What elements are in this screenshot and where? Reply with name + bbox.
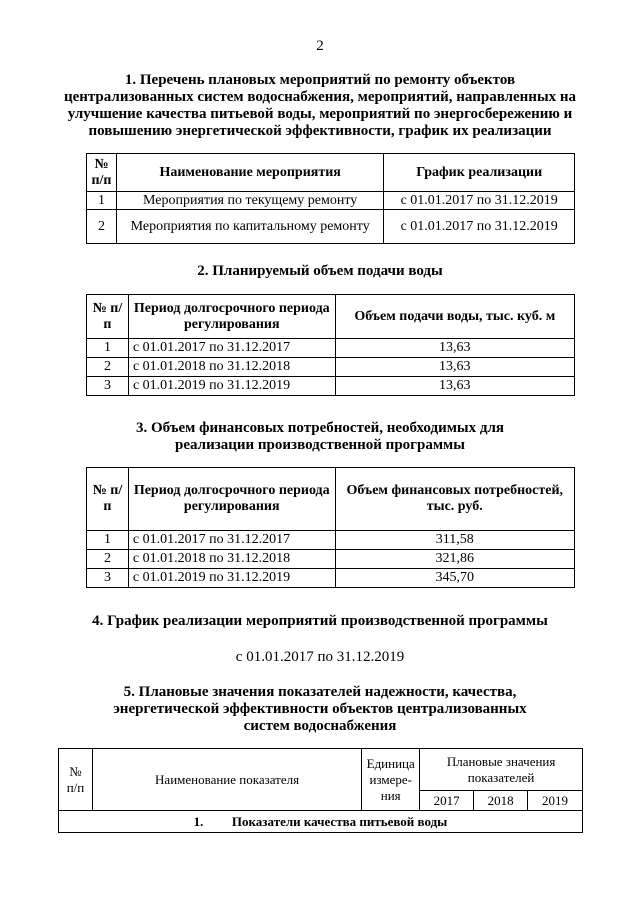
section1-title-line: улучшение качества питьевой воды, мероприятий по энергосбережению и [67, 106, 573, 122]
section5-table [58, 748, 583, 833]
table-row [87, 550, 575, 569]
header-finance: Объем финансовых потребностей, тыс. руб. [335, 468, 574, 531]
section1-title [40, 72, 600, 140]
header-num: № п/п [87, 468, 129, 531]
header-indicator-name: Наименование показателя [92, 749, 361, 811]
group-row-num: 1. [193, 813, 204, 829]
cell-period: с 01.01.2018 по 31.12.2018 [128, 550, 335, 569]
header-num: № п/п [87, 154, 117, 192]
table-row [87, 192, 575, 210]
cell-num: 3 [87, 377, 129, 396]
table-row [87, 531, 575, 550]
section1-title-line: повышению энергетической эффективности, график их реализации [88, 123, 552, 139]
cell-num: 2 [87, 210, 117, 244]
table-header-row [87, 468, 575, 531]
section5-title [40, 684, 600, 735]
header-year: 2019 [528, 791, 583, 811]
section1-title-line: централизованных систем водоснабжения, мероприятий, направленных на [63, 89, 577, 105]
cell-num: 3 [87, 569, 129, 588]
section4-period: с 01.01.2017 по 31.12.2019 [235, 649, 405, 665]
cell-name: Мероприятия по текущему ремонту [116, 192, 383, 210]
table-group-row [59, 811, 583, 833]
section3-table [86, 467, 575, 588]
cell-num: 1 [87, 192, 117, 210]
section5-title-line: 5. Плановые значения показателей надежности, качества, [123, 684, 517, 700]
cell-period: с 01.01.2018 по 31.12.2018 [128, 358, 335, 377]
cell-schedule: с 01.01.2017 по 31.12.2019 [384, 192, 575, 210]
cell-period: с 01.01.2017 по 31.12.2017 [128, 339, 335, 358]
cell-num: 2 [87, 358, 129, 377]
cell-period: с 01.01.2017 по 31.12.2017 [128, 531, 335, 550]
table-row [87, 339, 575, 358]
table-row [87, 377, 575, 396]
section3-title-line: 3. Объем финансовых потребностей, необходимых для [135, 420, 505, 436]
table-row [87, 569, 575, 588]
table-header-row [87, 295, 575, 339]
section4-title: 4. График реализации мероприятий производственной программы [92, 613, 548, 629]
cell-value: 13,63 [335, 358, 574, 377]
table-row [87, 210, 575, 244]
table-header-row [87, 154, 575, 192]
cell-value: 13,63 [335, 339, 574, 358]
cell-value: 311,58 [335, 531, 574, 550]
cell-name: Мероприятия по капитальному ремонту [116, 210, 383, 244]
cell-value: 321,86 [335, 550, 574, 569]
header-schedule: График реализации [384, 154, 575, 192]
table-header-row [59, 749, 583, 791]
header-num: № п/п [87, 295, 129, 339]
section3-title-line: реализации производственной программы [175, 437, 465, 453]
cell-schedule: с 01.01.2017 по 31.12.2019 [384, 210, 575, 244]
header-planned-values: Плановые значения показателей [420, 749, 583, 791]
header-volume: Объем подачи воды, тыс. куб. м [335, 295, 574, 339]
section1-table [86, 153, 575, 244]
cell-num: 2 [87, 550, 129, 569]
header-period: Период долгосрочного периода регулирования [128, 295, 335, 339]
header-year: 2017 [420, 791, 474, 811]
group-row-cell [59, 811, 583, 833]
header-period: Период долгосрочного периода регулирования [128, 468, 335, 531]
section5-title-line: систем водоснабжения [243, 718, 397, 734]
table-row [87, 358, 575, 377]
header-name: Наименование мероприятия [116, 154, 383, 192]
cell-num: 1 [87, 339, 129, 358]
header-year: 2018 [474, 791, 528, 811]
cell-value: 13,63 [335, 377, 574, 396]
section5-title-line: энергетической эффективности объектов централизованных [113, 701, 527, 717]
group-row-label: Показатели качества питьевой воды [231, 813, 448, 829]
cell-period: с 01.01.2019 по 31.12.2019 [128, 569, 335, 588]
header-unit: Единица измере-ния [362, 749, 420, 811]
section2-title: 2. Планируемый объем подачи воды [197, 263, 443, 279]
section2-table [86, 294, 575, 396]
header-num: № п/п [59, 749, 93, 811]
page-number: 2 [316, 38, 324, 54]
section3-title [40, 420, 600, 454]
cell-num: 1 [87, 531, 129, 550]
section1-title-line: 1. Перечень плановых мероприятий по ремонту объектов [124, 72, 516, 88]
cell-period: с 01.01.2019 по 31.12.2019 [128, 377, 335, 396]
cell-value: 345,70 [335, 569, 574, 588]
